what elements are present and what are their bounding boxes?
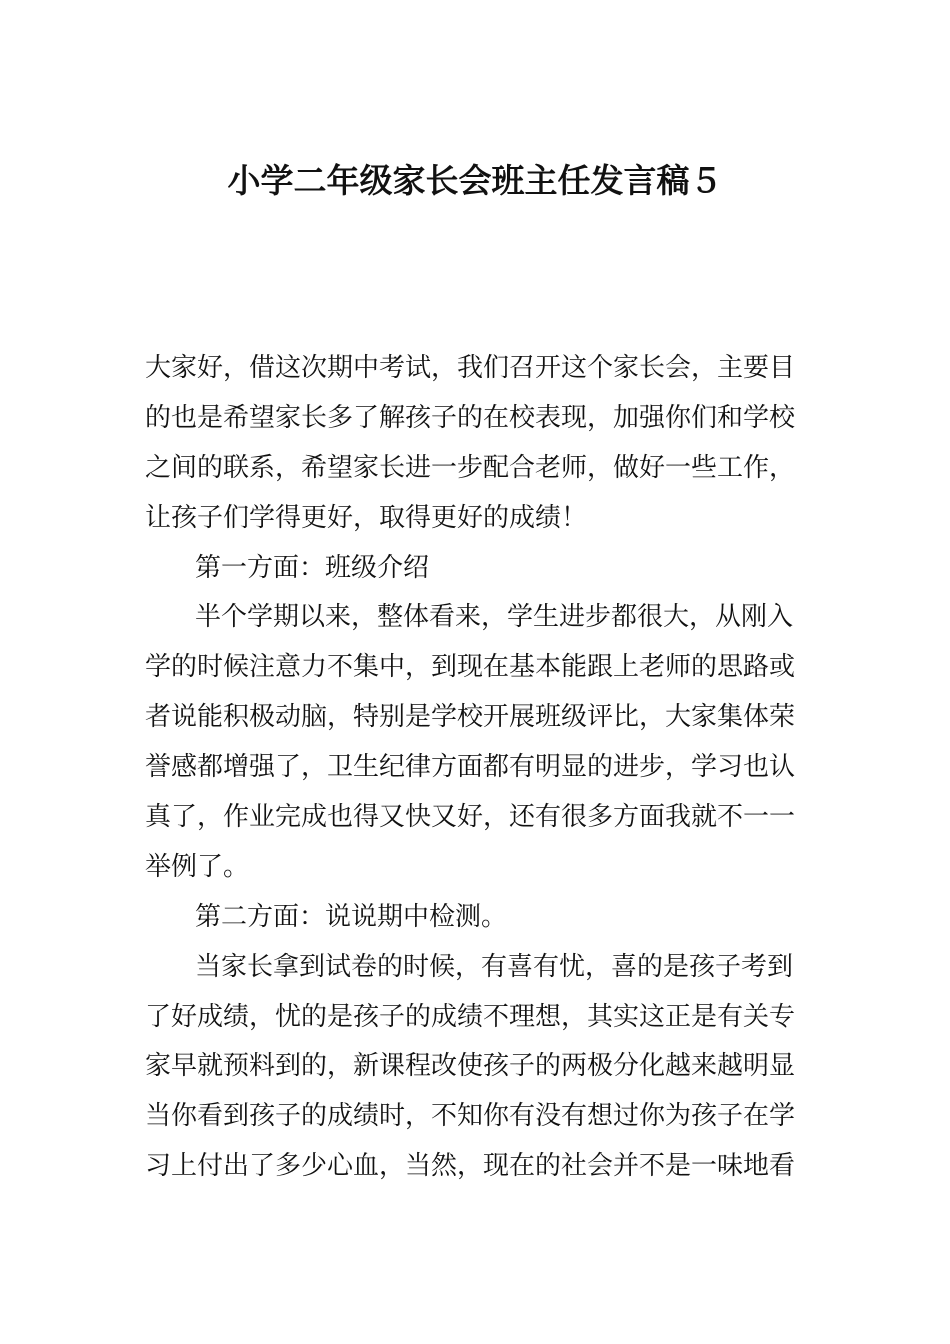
body-line: 誉感都增强了，卫生纪律方面都有明显的进步，学习也认 [145,752,796,783]
section-heading: 第一方面：班级介绍 [195,552,430,583]
body-line: 学的时候注意力不集中，到现在基本能跟上老师的思路或 [145,652,796,683]
document-title: 小学二年级家长会班主任发言稿５ [227,161,723,200]
body-line: 当家长拿到试卷的时候，有喜有忧，喜的是孩子考到 [195,951,794,982]
body-line: 当你看到孩子的成绩时，不知你有没有想过你为孩子在学 [145,1101,796,1132]
body-line: 真了，作业完成也得又快又好，还有很多方面我就不一一 [145,802,796,833]
body-line: 者说能积极动脑，特别是学校开展班级评比，大家集体荣 [145,702,796,733]
document-body [145,344,807,1192]
body-line: 半个学期以来，整体看来，学生进步都很大，从刚入 [195,602,794,633]
body-line: 的也是希望家长多了解孩子的在校表现，加强你们和学校 [145,402,796,433]
body-line: 家早就预料到的，新课程改使孩子的两极分化越来越明显 [145,1051,796,1082]
body-line: 让孩子们学得更好，取得更好的成绩！ [145,502,588,533]
body-line: 大家好，借这次期中考试，我们召开这个家长会，主要目 [145,353,796,383]
body-line: 习上付出了多少心血，当然，现在的社会并不是一味地看 [145,1151,796,1182]
section-heading: 第二方面：说说期中检测。 [195,901,508,932]
body-line: 之间的联系，希望家长进一步配合老师，做好一些工作， [145,452,796,483]
body-line: 了好成绩，忧的是孩子的成绩不理想，其实这正是有关专 [145,1001,796,1032]
body-line: 举例了。 [145,851,250,882]
